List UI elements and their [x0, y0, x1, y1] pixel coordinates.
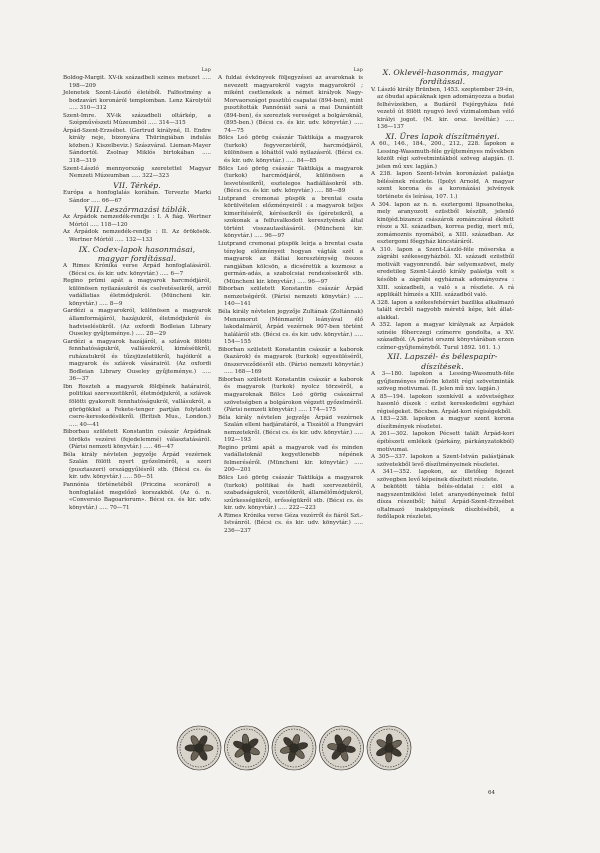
index-entry: [63, 429, 211, 452]
leader-dots: .....: [158, 270, 171, 277]
medallion-center: [385, 744, 394, 753]
leader-dots: .....: [88, 221, 101, 228]
index-entry: [63, 278, 211, 308]
leader-dots: .....: [121, 474, 134, 481]
entry-page-range: 28—29: [146, 331, 166, 338]
entry-text: A 85—194. lapokon szenkívül a szövetséghez hasonló díszek : ezüst kereskedelmi egyházi régiségeket. Bécsben. Árpád-kori régiségekből.: [371, 393, 514, 415]
entry-page-range: 36—37: [69, 376, 89, 383]
entry-text: A 328. lapon a székesfehérvári bazilika alkalmazó talált ércből nagyobb méretű képe, két állat-alakkal.: [371, 299, 514, 321]
index-entry: [218, 513, 363, 536]
entry-text: Biborban született Konstantin császár Árpád nemzetségéről. (Párisi nemzeti könyvtár.): [218, 286, 363, 300]
entry-page-range: 318—319: [69, 158, 96, 165]
entry-text: A fuldai évkönyvek följegyzései az avaroknak is nevezett magyarokról vagyis magyarokról ; miként csetlenekek a német királyok Nagy-Morvaországot pusztító csapatai (894-ben), mint pusztították Pannóniát sará a mai Dunántúlt (894-ben), és szereztek vereséget a bolgároknál, (895-ben.) (Bécsi cs. és kir. udv. könyvtár.): [218, 75, 363, 127]
index-entry: [371, 484, 514, 522]
index-entry: [371, 141, 514, 171]
entry-page-range: 174—175: [308, 407, 336, 414]
index-entry: [63, 308, 211, 338]
entry-text: Bölcs Leó görög császár Taktikája a magyarok (turkok) politikai és hadi szervezetéről, szabadságukról, vezetőikről, államélőmódjukról, szűrkességükről, erősségükről stb. (Bécsi cs. és kir. udv. könyvtár.): [218, 474, 363, 512]
medallion-center: [195, 744, 204, 753]
leader-dots: .....: [352, 331, 363, 338]
entry-text: Biborban született Konstantin császár a kaborok és magyarok (turkok) nyolcz törzséről, a magyaroknak Bölcs Leó görög császárral szövetségben a bolgárokon végzett győzelméről. (Párisi nemzeti könyvtár.): [218, 376, 363, 414]
index-entry: [218, 309, 363, 347]
leader-dots: .....: [296, 407, 309, 414]
leader-dots: .....: [284, 158, 297, 165]
index-entry: [63, 339, 211, 384]
index-entry: [63, 229, 211, 244]
leader-dots: .....: [295, 278, 308, 285]
entry-page-range: 40—41: [79, 421, 100, 428]
entry-text: A Rimes Krónika verse Géza vezérről és fiáról Szt.-Istvánról. (Bécsi cs. és kir. udv. könyvtár.): [218, 512, 363, 527]
entry-text: Béla király névtelen jegyzője Árpád vezérnek Szalán elleni hadjáratáról, a Tiszától a Hungvári nemzetekről. (Bécsi cs. és kir. udv. könyvtár.): [218, 414, 363, 436]
leader-dots: .....: [97, 504, 110, 511]
column-left-items: [63, 75, 211, 512]
entry-page-range: 50—51: [133, 474, 154, 481]
index-entry: [371, 322, 514, 352]
medallion-center: [337, 744, 346, 753]
entry-text: Bölcs Leó görög császár Taktikája a magyarok (turkok) harcmódjáról, különösen a lesvetéseikről, esztelegos hadiállásokról stb. (Bécsi cs. és kir. udv. könyvtár.): [218, 165, 363, 195]
index-entry: [371, 171, 514, 201]
entry-page-range: 96—97: [264, 233, 285, 240]
entry-text: Boldog-Margit. XV-ik századbeli szines metszet: [63, 75, 200, 81]
index-entry: [218, 377, 363, 415]
index-entry: [218, 286, 363, 309]
entry-page-range: 236—237: [224, 527, 251, 534]
leader-dots: .....: [347, 459, 364, 466]
entry-page-range: 168—169: [234, 369, 262, 376]
leader-dots: .....: [69, 105, 80, 112]
entry-page-range: 74—75: [224, 127, 244, 134]
entry-page-range: 222—223: [288, 505, 316, 512]
section-heading: XII. Lapszél- és bélespapír-díszítések.: [387, 352, 498, 371]
leader-dots: .....: [349, 293, 364, 300]
leader-dots: .....: [146, 120, 159, 127]
entry-text: Gardézi a magyarokról, különösen a magyarok államformájáról, hazájukról, életmódjukról és hadviselésükről. (Az oxfordi Bodleian Library Ouseley gyűjteménye.): [63, 308, 211, 338]
section-heading: XI. Üres lapok díszítményei.: [385, 131, 500, 141]
entry-text: A 261—302. lapokon Pécsett talált Árpád-kori építészeti emlékek (párkány, párkányzatokból) motívumai.: [371, 431, 514, 453]
column-right-items: [371, 68, 514, 522]
index-entry: [63, 190, 211, 205]
ornament-frieze: [175, 718, 413, 778]
entry-text: A bekötött tábla bélés-oldalai : elöl a nagyszentmiklósi lelet aranyedényeinek felül dísza részeiből; hátul Árpád-Szent-Erzsébet oltalmazó inaköpnyének díszítéséből, a fedőlapok részletei.: [371, 484, 514, 521]
index-entry: [218, 135, 363, 165]
index-entry: [371, 87, 514, 132]
entry-page-range: 8—9: [109, 300, 123, 307]
index-entry: [218, 75, 363, 135]
entry-text: Béla király névtelen jegyzője Zultának (Zoltánnak) Menumorut (Ménmarót) leányával élő lakodalmáról, Árpád vezérnek 907-ben történt haláláról stb. (Bécsi cs. és kir. udv. könyvtár.): [218, 308, 363, 338]
entry-page-range: 84—85: [296, 158, 317, 165]
entry-text: Regino prümi apát a magyarok harcmódjáról, különösen nyilazásukról és cselvetéseikről, arról vadállatias életmódjukról. (Müncheni kir. könyvtár.): [63, 278, 211, 307]
entry-text: A 3—180. lapokon a Lessing-Wassmuth-féle gyűjteményes művön közölt régi szövetminták szöveg motivumai. (I. jelen mű xxv. lapján.): [371, 371, 514, 393]
entry-text: V. László király Brünben, 1453. szeptember 29-én, az óbudai apácáknak igen adományozza a budai felhévízekben, a Budáról Fejérgyháza felé vezető út fölött nyugvó levő vízimalomban vélő királyi jogot. (M. kir. orsz. levéltár.): [371, 86, 514, 123]
index-entry: [371, 371, 514, 394]
index-entry: [218, 196, 363, 241]
leader-dots: .....: [224, 369, 235, 376]
entry-text: Az Árpádok nemzedék-rendje : II. Az örökösök. Wertner Mórtól: [63, 229, 211, 243]
entry-text: Regino prümi apát a magyarok vad és minden vadállatoknál kegyetlenebb népének felmeréséről. (Müncheni kir. könyvtár.): [218, 444, 363, 466]
leader-dots: .....: [351, 120, 363, 127]
entry-page-range: 88—89: [325, 188, 346, 195]
index-entry: [63, 214, 211, 229]
column-right: [371, 68, 514, 522]
entry-text: Árpád-Szent-Erzsébet. (Gertrud királyné, II. Endre király neje, bizonyára Thüringiában indulás közben.) Kiszelbeviz.) Szászváral. Lieman-Mayer Sándortól. Zsolnay Miklós birtokában: [63, 127, 211, 157]
entry-page-range: 118—120: [100, 221, 128, 228]
leader-dots: .....: [194, 150, 211, 157]
entry-page-range: 154—155: [224, 339, 251, 346]
index-entry: [63, 75, 211, 90]
leader-dots: .....: [89, 197, 102, 204]
section-heading: VII. Térkép.: [113, 180, 161, 190]
index-entry: [371, 416, 514, 431]
entry-page-range: 192—193: [224, 437, 251, 444]
entry-text: Ibn Roszteh a magyarok földjének határairól, politikai szervezetükről, életmódjukról, a szlávok fölötti gyakorolt fennhatóságukról, vallásukról, a görögökkel a Fekete-tenger partján folytatott csere-kereskedésükről. (British Mus., London.): [63, 383, 211, 421]
index-entry: [371, 247, 514, 300]
index-entry: [218, 445, 363, 475]
entry-text: Bölcs Leó görög császár Taktikája a magyarok (turkok) fegyverzetéről, harcmódjáról, különösen a lóháttól való nyilazásról. (Bécsi cs. és kir. udv. könyvtár.): [218, 135, 363, 165]
entry-page-range: 70—71: [109, 504, 130, 511]
leader-dots: .....: [196, 368, 212, 375]
index-entry: [371, 202, 514, 247]
index-entry: [63, 384, 211, 429]
leader-dots: .....: [276, 505, 289, 512]
entry-text: Gardézi a magyarok hazájáról, a szlávok fölötti fennhatóságukról, vallásukról, kiméséükről, ruházatukról és tűzsjüzeletükről, hajóikról a magyarok és szlávok vásárairól. (Az oxfordi Bodleian Library Ouseley gyűjteménye.): [63, 338, 211, 375]
leader-dots: .....: [498, 116, 514, 123]
column-middle-items: [218, 75, 363, 535]
section-heading: IX. Codex-lapok hasonmásai, magyar fordítással.: [78, 244, 196, 263]
entry-page-range: 200—201: [224, 467, 251, 474]
entry-text: Európa a honfoglalás korában. Tervezte Marki Sándor: [63, 189, 211, 204]
leader-dots: .....: [97, 300, 110, 307]
entry-page-range: 46—47: [153, 444, 174, 451]
leader-dots: .....: [199, 75, 212, 81]
entry-text: A 60., 146., 184., 200., 212., 228. lapokon a Lessing-Wassmuth-féle gyűjteményes művekben közölt régi szövetmintákból szöveg alapján. (I. jelen mű xxv. lapján.): [371, 141, 514, 170]
leader-dots: .....: [133, 331, 147, 338]
entry-text: A 310. lapon a Szent-László-féle móserska a zágrábi székesegyházból. XI. századi ezüstbűl motivált vagyonrendő. bár selyemszövet, mely eredetileg Szent-László király palástja volt s később a zágrábi egyháznak adományozva : XIII. századbeli, a való s a részlete. A rá applikált hímzés a XIII. századból való.: [371, 246, 514, 299]
index-entry: [63, 263, 211, 278]
section-heading: VIII. Leszármazási táblák.: [84, 205, 190, 215]
index-entry: [371, 469, 514, 484]
index-entry: [218, 475, 363, 513]
column-middle: [218, 68, 363, 535]
entry-page-range: 314—315: [158, 120, 186, 127]
index-entry: [218, 241, 363, 286]
index-entry: [63, 113, 211, 128]
entry-text: Biborban született Konstantin császár a kaborok (kazárok) és magyarok (turkok) egyesüléséről, önszerveződésről stb. (Párisi nemzeti könyvtár.): [218, 346, 363, 368]
entry-page-range: 6—7: [170, 270, 184, 277]
index-entry: [218, 166, 363, 196]
lap-label: Lap: [201, 68, 211, 73]
index-entry: [218, 415, 363, 445]
entry-text: Liutprand cremonai püspök a brentai csata körülvételen előzményeiről : a magyarok teljes kimerítéséről, kéréseikről és ígéreteikről, a szokonak a felfuvalkodott keresztyének által történt visszautasításáról. (Müncheni kir. könyvtár.): [218, 195, 363, 240]
entry-text: Szent-Imre. XV-ik századbeli oltárkép, a Szépművészeti Múzeumból: [63, 112, 211, 127]
index-entry: [63, 90, 211, 113]
entry-text: Jelenetek Szent-László életéből. Falfestmény a bodzavári koronáról templomban. Lenz Károlytól: [63, 90, 211, 104]
medallion-center: [242, 744, 251, 753]
index-entry: [63, 482, 211, 512]
section-heading: X. Oklevél-hasonmás, magyar fordítással.: [382, 68, 503, 87]
index-entry: [371, 300, 514, 323]
entry-text: A 352. lapon a magyar királynak az Árpádok szinéie főherczegi czímerre gondolta, a XV. századból. (A párisi orszmi könyvtárában erzen czímer-gyűjteményből. Turul 1892. 161. 1.): [371, 322, 514, 351]
entry-text: A 183—238. lapokon a magyar szent korona díszítmények részletei.: [371, 416, 514, 430]
column-left: [63, 68, 211, 512]
entry-text: Liutprand cremonai püspök leírja a brentai csata tényleg előzményeit hogyan vágták szét a magyarok az itáliai kereszténység összes rangjában kölcsön, a dicséretük a kozmosz a germán-adás, a szabolcsiai rendezésekről stb. (Müncheni kir. könyvtár.): [218, 241, 363, 285]
entry-text: Szent-László mennyország szeretettel Magyar Nemzeti Múzeumban: [63, 165, 211, 180]
entry-page-range: 132—133: [125, 236, 153, 243]
entry-page-range: 66—67: [101, 197, 122, 204]
leader-dots: .....: [113, 236, 126, 243]
page-number: 64: [488, 790, 496, 796]
index-entry: [63, 452, 211, 482]
entry-text: A 238. lapon Szent-István koronázást palástja bélésének részlete. (Ipolyi Arnold, A magyar szent korona és a koronázási jelvények története és leírása, 107. 1.): [371, 171, 514, 200]
entry-page-range: 136—137: [377, 124, 404, 131]
leader-dots: .....: [352, 429, 363, 436]
leader-dots: .....: [69, 421, 80, 428]
entry-page-range: 96—97: [307, 278, 328, 285]
entry-text: Biborbau született Konstantin császár Árpádnak törökös vezérei (fejedelemmé) választatásáról. (Párisi nemzeti könyvtár.): [63, 429, 211, 451]
leader-dots: .....: [350, 520, 363, 527]
entry-text: Béla király névtelen jegyzője Árpád vezérnek Szalán fölött nyert győzelméről, a szeri (pusztaszeri) országgyűlésről stb. (Bécsi cs. és kir. udv. könyvtár.): [63, 451, 211, 481]
entry-text: A 341—352. lapokon, az illetőleg fejezet szövegben levő képeinek díszített részlete.: [371, 469, 514, 483]
entry-page-range: 310—312: [79, 105, 107, 112]
entry-text: Pannónia történetéből (Priczina scorárol) a honfoglalást megelőző korszakból. (Az ó. n. «Conversio Bagoariorum». Bécsi cs. és kir. udv. könyvtár.): [63, 481, 211, 511]
entry-text: Az Árpádok nemzedék-rendje : I. A fiág. Wertner Mórtól: [63, 214, 211, 228]
entry-page-range: 198—209: [69, 82, 96, 89]
medallion-center: [290, 744, 299, 753]
index-entry: [371, 394, 514, 417]
lap-label: Lap: [353, 68, 363, 73]
index-entry: [63, 166, 211, 181]
entry-text: A 304. lapon az n. n. esztergomi lipsanotheka, mely aranyozott ezüstből készült, jelenlő kinöjéd.bizanczi császárok zománczával ékített része a XI. században, korrea pedig, mert mű, zomámoznis nyomából, a XIII. században. Az esztergomi főegyház kincstáráról.: [371, 201, 514, 246]
entry-page-range: 140—141: [224, 301, 251, 308]
leader-dots: .....: [313, 188, 326, 195]
index-entry: [63, 128, 211, 166]
index-entry: [371, 431, 514, 454]
entry-text: A 305—337. lapokon a Szent-István palástjának szövetekből levő díszítményeinek részletei.: [371, 454, 514, 468]
entry-page-range: 322—323: [142, 173, 170, 180]
leader-dots: .....: [141, 444, 154, 451]
entry-text: A Rimes Krónika verse Árpád honfoglalásáról. (Bécsi cs. és kir. udv. könyvtár.): [63, 263, 211, 277]
leader-dots: .....: [129, 173, 143, 180]
index-entry: [371, 454, 514, 469]
index-entry: [218, 347, 363, 377]
leader-dots: .....: [252, 233, 265, 240]
